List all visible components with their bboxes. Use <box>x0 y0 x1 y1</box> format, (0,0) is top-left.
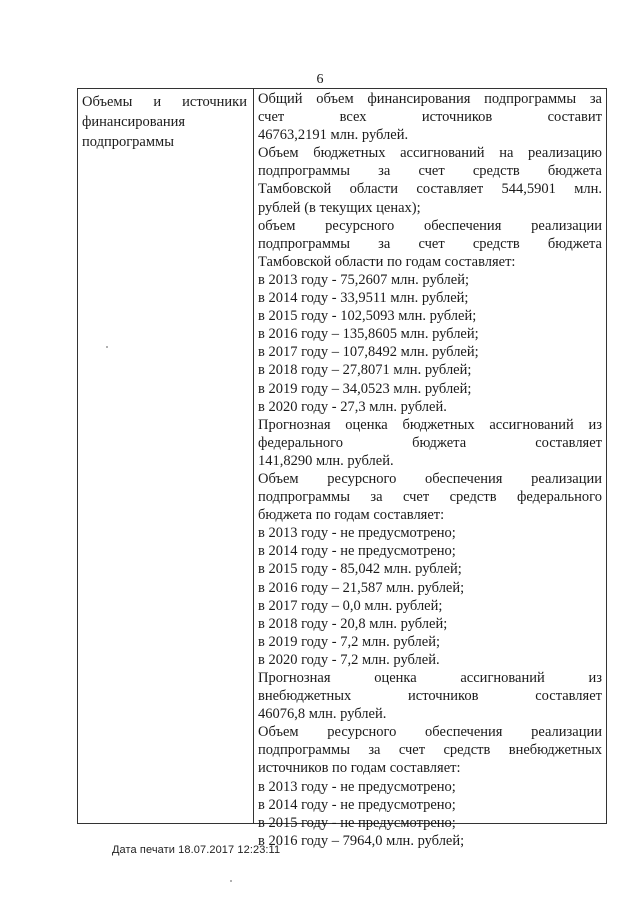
word: из <box>588 670 602 686</box>
text-line: бюджета по годам составляет: <box>258 507 445 524</box>
word: Тамбовской <box>258 181 332 198</box>
text-line: в 2017 году – 0,0 млн. рублей; <box>258 597 443 614</box>
word: счет <box>418 235 445 252</box>
word: за <box>368 742 381 759</box>
text-line <box>258 144 602 162</box>
word: средств <box>443 742 491 759</box>
word: федерального <box>516 489 602 506</box>
text-line <box>258 723 602 741</box>
word: Прогнозная <box>258 670 331 686</box>
word: за <box>370 489 383 506</box>
word: Объем <box>258 470 299 487</box>
column-divider <box>253 88 254 824</box>
word: подпрограммы <box>258 163 350 180</box>
left-cell <box>82 92 247 152</box>
scan-speck <box>230 880 232 882</box>
word: счет <box>402 489 430 506</box>
text-line <box>258 217 602 235</box>
word: внебюджетных <box>258 688 352 705</box>
text-line: в 2015 году - не предусмотрено; <box>258 814 456 831</box>
word: объем <box>258 217 296 234</box>
word: за <box>378 235 391 252</box>
word: Общий <box>258 91 303 107</box>
word: реализации <box>531 724 602 741</box>
word: бюджетных <box>402 416 475 433</box>
word: финансирования <box>367 91 471 107</box>
word: оценка <box>345 416 388 433</box>
word: составляет <box>535 434 602 451</box>
word: области <box>349 181 399 198</box>
word: 544,5901 <box>501 181 556 198</box>
text-line: в 2019 году – 34,0523 млн. рублей; <box>258 380 472 397</box>
text-line: в 2020 году - 7,2 млн. рублей. <box>258 651 440 668</box>
word: Объем <box>258 145 299 162</box>
text-line: в 2014 году - не предусмотрено; <box>258 796 456 813</box>
print-date: Дата печати 18.07.2017 12:23:11 <box>112 844 281 856</box>
word: оценка <box>374 670 417 686</box>
text-line: 141,8290 млн. рублей. <box>258 452 394 469</box>
text-line <box>258 235 602 253</box>
word: млн. <box>574 181 602 198</box>
word: средств <box>449 489 497 506</box>
text-line <box>258 90 602 108</box>
page-number: 6 <box>316 72 324 87</box>
word: внебюджетных <box>508 742 602 759</box>
text-line: в 2013 году - не предусмотрено; <box>258 778 456 795</box>
word: обеспечения <box>425 724 503 741</box>
word: обеспечения <box>425 470 503 487</box>
text-line <box>258 180 602 198</box>
text-line: 46763,2191 млн. рублей. <box>258 127 409 144</box>
text-line: в 2014 году - не предусмотрено; <box>258 543 456 560</box>
text-line <box>258 416 602 434</box>
word: составляет <box>416 181 484 198</box>
word: за <box>589 91 602 107</box>
text-line: в 2016 году – 135,8605 млн. рублей; <box>258 326 479 343</box>
word: на <box>499 145 514 162</box>
text-line: источников по годам составляет: <box>258 760 461 777</box>
word: бюджета <box>547 235 602 252</box>
text-line <box>258 434 602 452</box>
word: Объем <box>258 724 299 741</box>
word: источников <box>408 688 479 705</box>
text-line: в 2020 году - 27,3 млн. рублей. <box>258 398 447 415</box>
word: средств <box>472 163 520 180</box>
text-line: в 2019 году - 7,2 млн. рублей; <box>258 633 440 650</box>
text-line <box>258 162 602 180</box>
word: составляет <box>535 688 602 705</box>
word: обеспечения <box>423 217 502 234</box>
text-line: в 2018 году – 27,8071 млн. рублей; <box>258 362 472 379</box>
text-line: 46076,8 млн. рублей. <box>258 706 387 723</box>
text-line: рублей (в текущих ценах); <box>258 199 421 216</box>
right-cell <box>258 90 602 850</box>
text-line <box>258 669 602 687</box>
word: подпрограммы <box>258 235 350 252</box>
word: подпрограммы <box>258 742 350 759</box>
word: из <box>588 416 602 433</box>
word: счет <box>398 742 426 759</box>
text-line: в 2014 году - 33,9511 млн. рублей; <box>258 290 469 307</box>
text-line: в 2013 году - не предусмотрено; <box>258 525 456 542</box>
word: федерального <box>258 434 343 451</box>
word: ассигнований <box>400 145 485 162</box>
text-line: Тамбовской области по годам составляет: <box>258 253 516 270</box>
word: ресурсного <box>327 470 397 487</box>
text-line: в 2015 году - 102,5093 млн. рублей; <box>258 308 477 325</box>
text-line: в 2018 году - 20,8 млн. рублей; <box>258 615 448 632</box>
left-cell-word: и <box>153 94 162 110</box>
left-cell-line-1 <box>82 92 247 112</box>
word: реализации <box>531 217 602 234</box>
word: счет <box>258 109 285 126</box>
left-cell-line-2: финансирования <box>82 114 186 130</box>
word: источников <box>421 109 493 126</box>
word: реализации <box>531 470 602 487</box>
word: подпрограммы <box>484 91 577 107</box>
word: Прогнозная <box>258 416 331 433</box>
word: объем <box>316 91 354 107</box>
word: ресурсного <box>325 217 395 234</box>
left-cell-line-3: подпрограммы <box>82 134 174 150</box>
word: ресурсного <box>327 724 397 741</box>
text-line: в 2016 году – 21,587 млн. рублей; <box>258 579 465 596</box>
left-cell-word: источники <box>182 94 247 110</box>
text-line <box>258 488 602 506</box>
text-line <box>258 108 602 126</box>
text-line <box>258 741 602 759</box>
text-line: в 2016 году – 7964,0 млн. рублей; <box>258 832 465 849</box>
text-line <box>258 470 602 488</box>
left-cell-word: Объемы <box>82 94 133 110</box>
text-line: в 2013 году - 75,2607 млн. рублей; <box>258 271 469 288</box>
word: ассигнований <box>460 670 545 686</box>
text-line <box>258 687 602 705</box>
word: всех <box>339 109 367 126</box>
word: средств <box>472 235 520 252</box>
word: бюджета <box>412 434 467 451</box>
text-line: в 2017 году – 107,8492 млн. рублей; <box>258 344 479 361</box>
text-line: в 2015 году - 85,042 млн. рублей; <box>258 561 462 578</box>
word: за <box>378 163 391 180</box>
word: бюджетных <box>313 145 386 162</box>
word: реализацию <box>528 145 602 162</box>
word: счет <box>418 163 445 180</box>
word: бюджета <box>547 163 602 180</box>
word: ассигнований <box>489 416 574 433</box>
scan-speck <box>106 346 108 348</box>
word: составит <box>547 109 602 126</box>
word: подпрограммы <box>258 489 350 506</box>
